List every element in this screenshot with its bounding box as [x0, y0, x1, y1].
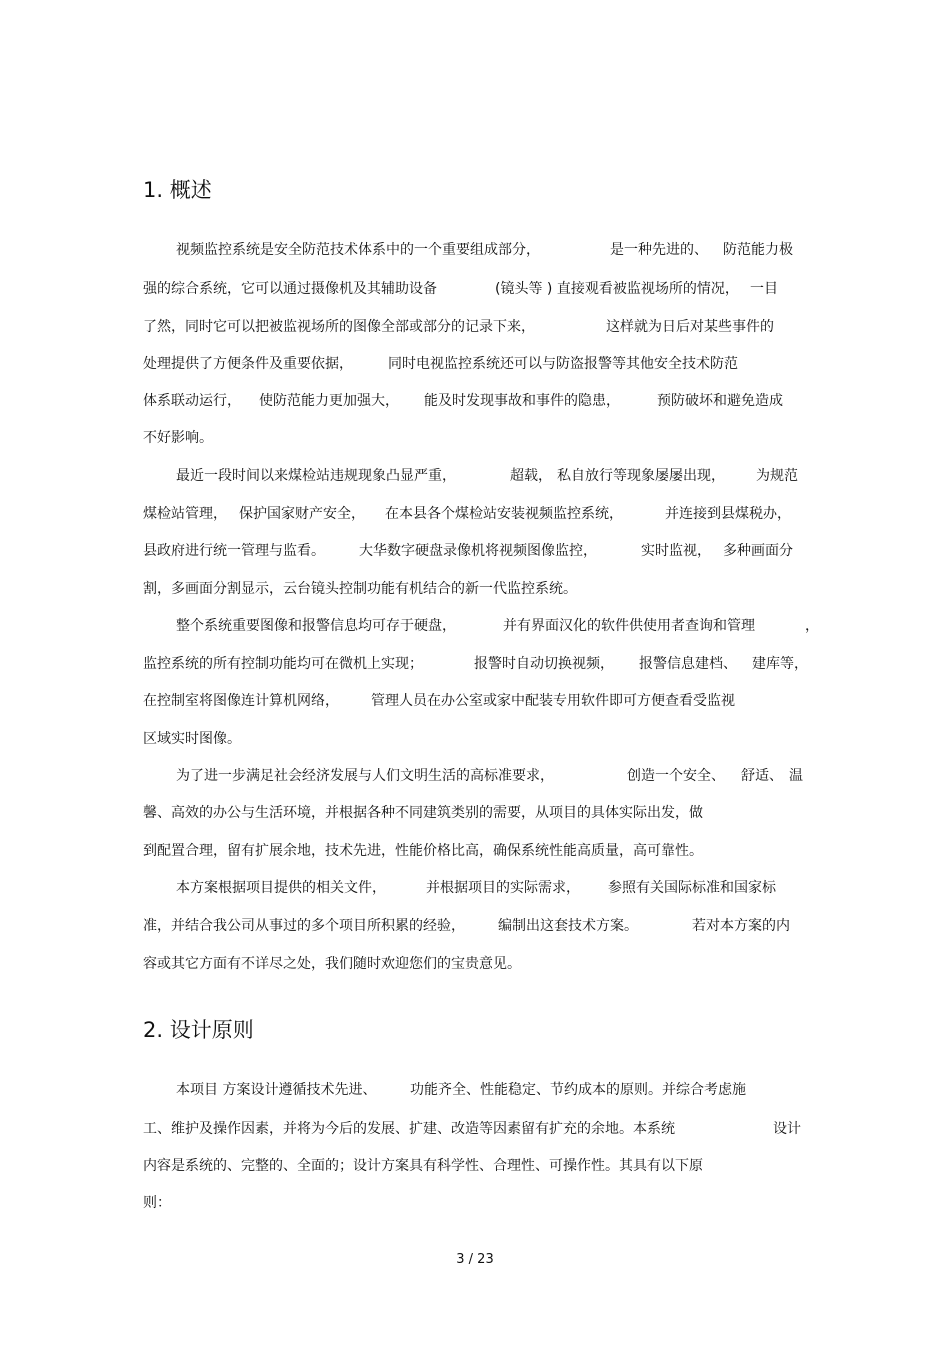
- page-number: 3 / 23: [456, 1252, 494, 1267]
- paragraph-text: 为了进一步满足社会经济发展与人们文明生活的高标准要求，: [176, 768, 554, 784]
- paragraph-text: 整个系统重要图像和报警信息均可存于硬盘，: [176, 618, 456, 634]
- paragraph-text: 能及时发现事故和事件的隐患，: [424, 393, 620, 409]
- paragraph-text: 实时监视，: [641, 543, 711, 559]
- paragraph-text: 并有界面汉化的软件供使用者查询和管理: [503, 618, 755, 634]
- paragraph-text: 强的综合系统，它可以通过摄像机及其辅助设备: [143, 281, 437, 297]
- paragraph-text: 温: [789, 768, 803, 784]
- paragraph-text: 若对本方案的内: [692, 918, 790, 934]
- paragraph-text: 准，并结合我公司从事过的多个项目所积累的经验，: [143, 918, 465, 934]
- paragraph-text: 创造一个安全、: [627, 768, 725, 784]
- paragraph-text: 了然，同时它可以把被监视场所的图像全部或部分的记录下来，: [143, 319, 535, 335]
- paragraph-text: 同时电视监控系统还可以与防盗报警等其他安全技术防范: [388, 356, 738, 372]
- paragraph-text: 防范能力极: [723, 242, 793, 258]
- paragraph-text: 多种画面分: [723, 543, 793, 559]
- paragraph-text: ，: [805, 618, 819, 634]
- paragraph-text: 超载，: [510, 468, 552, 484]
- paragraph-text: 管理人员在办公室或家中配装专用软件即可方便查看受监视: [371, 693, 735, 709]
- paragraph-text: 使防范能力更加强大，: [259, 393, 399, 409]
- paragraph-text: 本方案根据项目提供的相关文件，: [176, 880, 386, 896]
- paragraph-text: 并连接到县煤税办，: [665, 506, 791, 522]
- paragraph-text: 参照有关国际标准和国家标: [608, 880, 776, 896]
- paragraph-text: 大华数字硬盘录像机将视频图像监控，: [359, 543, 597, 559]
- paragraph-text: 工、维护及操作因素，并将为今后的发展、扩建、改造等因素留有扩充的余地。本系统: [143, 1121, 675, 1137]
- paragraph-text: 监控系统的所有控制功能均可在微机上实现；: [143, 656, 423, 672]
- paragraph-text: 在控制室将图像连计算机网络，: [143, 693, 339, 709]
- paragraph-text: 私自放行等现象屡屡出现，: [557, 468, 725, 484]
- paragraph-text: 并根据项目的实际需求，: [426, 880, 580, 896]
- paragraph-text: 设计: [773, 1121, 801, 1137]
- paragraph-text: 容或其它方面有不详尽之处，我们随时欢迎您们的宝贵意见。: [143, 956, 521, 972]
- paragraph-text: 保护国家财产安全，: [239, 506, 365, 522]
- paragraph-text: 是一种先进的、: [610, 242, 708, 258]
- paragraph-text: 一目: [750, 281, 778, 297]
- paragraph-text: 报警信息建档、: [639, 656, 737, 672]
- paragraph-text: 则：: [143, 1195, 171, 1211]
- paragraph-text: 到配置合理，留有扩展余地，技术先进，性能价格比高，确保系统性能高质量，高可靠性。: [143, 843, 703, 859]
- paragraph-text: 建库等，: [752, 656, 808, 672]
- paragraph-text: 本项目 方案设计遵循技术先进、: [176, 1082, 377, 1098]
- paragraph-text: 编制出这套技术方案。: [498, 918, 638, 934]
- section-heading: 1. 概述: [143, 178, 212, 202]
- paragraph-text: 视频监控系统是安全防范技术体系中的一个重要组成部分，: [176, 242, 540, 258]
- paragraph-text: 舒适、: [741, 768, 783, 784]
- paragraph-text: 县政府进行统一管理与监看。: [143, 543, 325, 559]
- paragraph-text: 功能齐全、性能稳定、节约成本的原则。并综合考虑施: [410, 1082, 746, 1098]
- paragraph-text: 区域实时图像。: [143, 731, 241, 747]
- paragraph-text: 馨、高效的办公与生活环境，并根据各种不同建筑类别的需要，从项目的具体实际出发，做: [143, 805, 703, 821]
- paragraph-text: 预防破坏和避免造成: [657, 393, 783, 409]
- paragraph-text: 内容是系统的、完整的、全面的；设计方案具有科学性、合理性、可操作性。其具有以下原: [143, 1158, 703, 1174]
- paragraph-text: 在本县各个煤检站安装视频监控系统，: [385, 506, 623, 522]
- paragraph-text: 为规范: [756, 468, 798, 484]
- paragraph-text: 这样就为日后对某些事件的: [606, 319, 774, 335]
- section-heading: 2. 设计原则: [143, 1018, 254, 1042]
- paragraph-text: 煤检站管理，: [143, 506, 227, 522]
- paragraph-text: 处理提供了方便条件及重要依据，: [143, 356, 353, 372]
- paragraph-text: (镜头等 ) 直接观看被监视场所的情况，: [495, 281, 739, 297]
- paragraph-text: 不好影响。: [143, 430, 213, 446]
- paragraph-text: 最近一段时间以来煤检站违规现象凸显严重，: [176, 468, 456, 484]
- paragraph-text: 体系联动运行，: [143, 393, 241, 409]
- paragraph-text: 报警时自动切换视频，: [474, 656, 614, 672]
- paragraph-text: 割，多画面分割显示，云台镜头控制功能有机结合的新一代监控系统。: [143, 581, 577, 597]
